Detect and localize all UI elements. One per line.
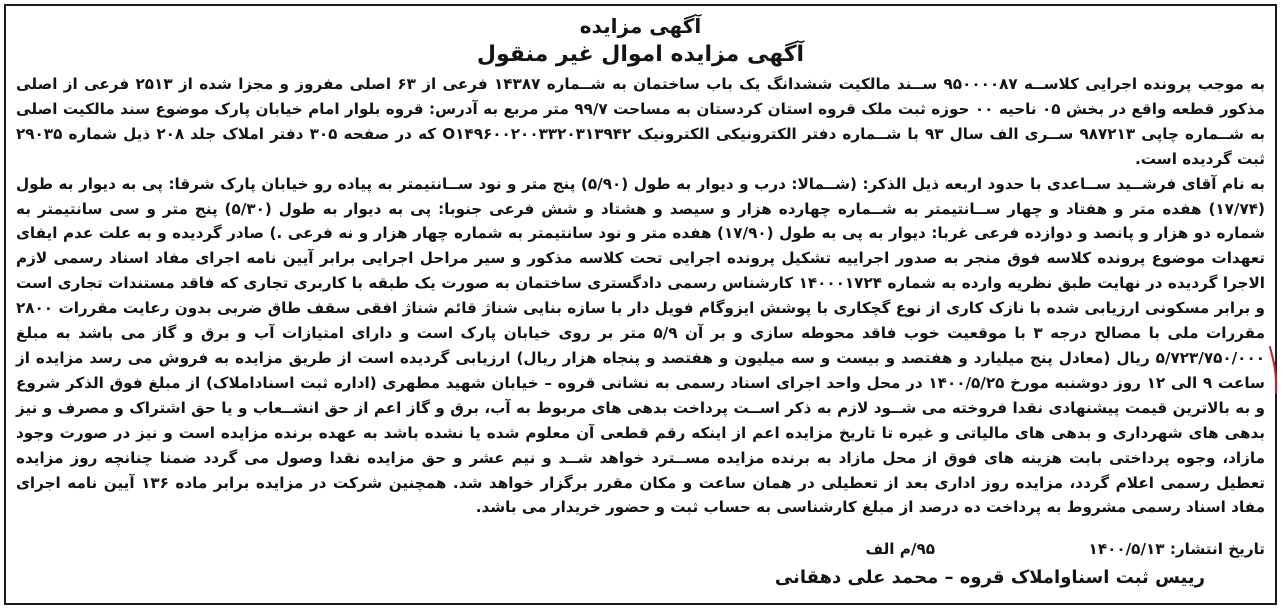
- margin-pen-mark: [1267, 345, 1281, 395]
- paragraph-auction-terms: به نام آقای فرشــید ســاعدی با حدود اربعه ذیل الذکر: (شــمالا: درب و دیوار به طول (۵/۹۰) پنج متر و نود ســانتیمتر به پیاده رو خیابان پارک شرقا: پی به دیوار به طول (۱۷/۷۴) هفده متر و هفتاد و چهار ســانتیمتر به شــماره چهارده هزار و سیصد و هشتاد و شش فرعی جنوبا: پی به دیوار به طول (۵/۳۰) پنج متر و سی سانتیمتر به شماره دو هزار و پانصد و دوازده فرعی غربا: دیوار به پی به طول (۱۷/۹۰) هفده متر و نود سانتیمتر به شماره چهار هزار و نه فرعی .) صادر گردیده و به علت عدم ایفای تعهدات موضوع پرونده کلاسه فوق منجر به صدور اجراییه تشکیل پرونده اجرایی تحت کلاسه مذکور و سیر مراحل اجرایی برابر آیین نامه اجرای مفاد اسناد رسمی لازم الاجرا گردیده در نهایت طبق نظریه وارده به شماره ۱۴۰۰۰۱۷۲۴ کارشناس رسمی دادگستری ساختمان به صورت یک طبقه با کاربری تجاری که فاقد مستندات تجاری است و برابر مسکونی ارزیابی شده با نازک کاری از نوع گچکاری با پوشش ایزوگام فویل دار با سازه بنایی شناژ قائم شناژ افقی سقف طاق ضربی بدون رعایت مقررات ۲۸۰۰ مقررات ملی با مصالح درجه ۳ با موقعیت خوب فاقد محوطه سازی و بر آن ۵/۹ متر بر روی خیابان پارک است و دارای امتیازات آب و برق و گاز می باشد به مبلغ ۵/۷۲۳/۷۵۰/۰۰۰ ریال (معادل پنج میلیارد و هفتصد و بیست و سه میلیون و هفتصد و پنجاه هزار ریال) ارزیابی گردیده است از طریق مزایده به فروش می رسد مزایده از ساعت ۹ الی ۱۲ روز دوشنبه مورخ ۱۴۰۰/۵/۲۵ در محل واحد اجرای اسناد رسمی به نشانی قروه – خیابان شهید مطهری (اداره ثبت اسناداملاک) از مبلغ فوق الذکر شروع و به بالاترین قیمت پیشنهادی نقدا فروخته می شــود لازم به ذکر اســت پرداخت بدهی های مربوط به آب، برق و گاز اعم از حق انشــعاب و یا حق اشتراک و مصرف و نیز بدهی های شهرداری و بدهی های مالیاتی و غیره تا تاریخ مزایده اعم از اینکه رقم قطعی آن معلوم شده یا نشده باشد به عهده برنده مزایده است و نیز در صورت وجود مازاد، وجوه پرداختی بابت هزینه های فوق از محل مازاد به برنده مزایده مســترد خواهد شــد و نیم عشر و حق مزایده نقدا وصول می گردد ضمنا چنانچه روز مزایده تعطیل رسمی اعلام گردد، مزایده روز اداری بعد از تعطیلی در همان ساعت و مکان مقرر برگزار خواهد شد. همچنین شرکت در مزایده برابر ماده ۱۳۶ آیین نامه اجرای مفاد اسناد رسمی مشروط به پرداخت ده درصد از مبلغ کارشناسی به حساب ثبت و حضور خریدار می باشد.: [16, 174, 1266, 517]
- notice-footer: [16, 537, 1265, 597]
- publish-date: تاریخ انتشار: ۱۴۰۰/۵/۱۳: [1088, 540, 1265, 558]
- notice-subtitle: آگهی مزایده اموال غیر منقول: [476, 42, 805, 67]
- reference-code: ۹۵/م الف: [865, 540, 935, 558]
- auction-notice: [4, 4, 1277, 605]
- paragraph-property-deed: به موجب پرونده اجرایی کلاســه ۹۵۰۰۰۰۸۷ ســند مالکیت ششدانگ یک باب ساختمان به شــماره ۱۴۳۸۷ فرعی از ۶۳ اصلی مفروز و مجزا شده از ۲۵۱۳ فرعی از اصلی مذکور قطعه واقع در بخش ۰۵ ناحیه ۰۰ حوزه ثبت ملک قروه استان کردستان به مساحت ۹۹/۷ متر مربع به آدرس: قروه بلوار امام خیابان پارک موضوع سند مالکیت اصلی به شــماره چاپی ۹۸۷۲۱۳ ســری الف سال ۹۳ با شــماره دفتر الکترونیکی الکترونیک O۱۴۹۶۰۰۲۰۰۳۳۲۰۳۱۳۹۴۲ که در صفحه ۳۰۵ دفتر املاک جلد ۲۰۸ ذیل شماره ۲۹۰۳۵ ثبت گردیده است.: [16, 75, 1266, 168]
- notice-title: آگهی مزایده: [579, 14, 702, 38]
- signature-line: رییس ثبت اسناواملاک قروه – محمد علی دهقانی: [774, 567, 1205, 588]
